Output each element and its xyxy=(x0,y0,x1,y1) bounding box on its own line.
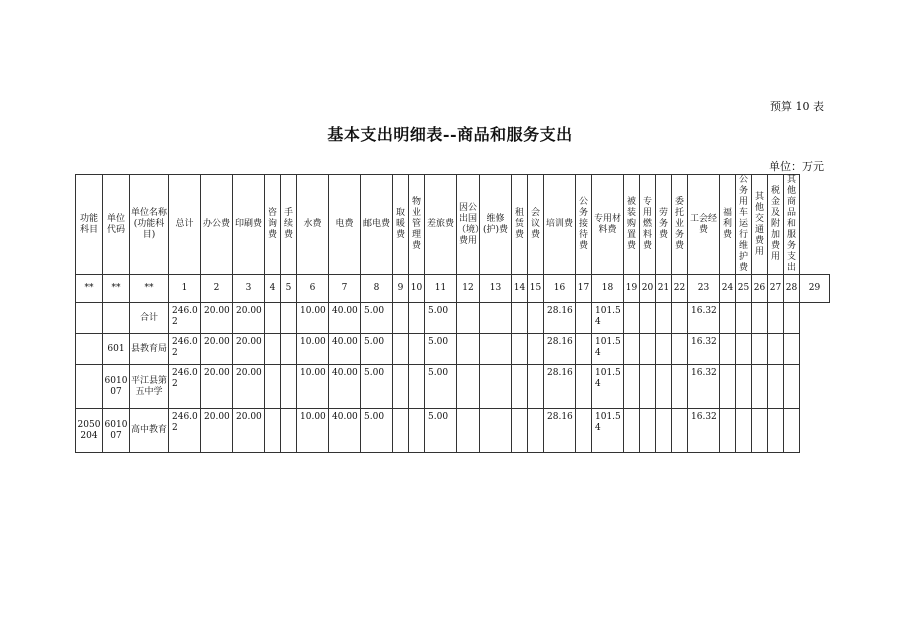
empty-cell xyxy=(720,334,736,365)
cell-code xyxy=(103,303,130,334)
cell-func: 2050204 xyxy=(76,409,103,453)
column-number: 15 xyxy=(528,275,544,303)
empty-cell xyxy=(784,334,800,365)
table-row xyxy=(76,409,830,453)
column-header: 委托业务费 xyxy=(672,175,688,275)
cell-water: 10.00 xyxy=(297,365,329,409)
column-number: 11 xyxy=(425,275,457,303)
column-header: 差旅费 xyxy=(425,175,457,275)
expense-table xyxy=(75,174,830,453)
column-number: 26 xyxy=(752,275,768,303)
column-header: 其他交通费用 xyxy=(752,175,768,275)
cell-office: 20.00 xyxy=(201,409,233,453)
column-number: ** xyxy=(103,275,130,303)
cell-post: 5.00 xyxy=(361,409,393,453)
column-header: 因公出国（境）费用 xyxy=(457,175,480,275)
column-number: 24 xyxy=(720,275,736,303)
empty-cell xyxy=(480,303,512,334)
cell-train: 28.16 xyxy=(544,303,576,334)
cell-water: 10.00 xyxy=(297,334,329,365)
column-header: 被装购置费 xyxy=(624,175,640,275)
empty-cell xyxy=(720,303,736,334)
empty-cell xyxy=(624,365,640,409)
empty-cell xyxy=(656,303,672,334)
empty-cell xyxy=(784,303,800,334)
empty-cell xyxy=(720,409,736,453)
cell-code: 601007 xyxy=(103,409,130,453)
cell-office: 20.00 xyxy=(201,303,233,334)
column-number: 13 xyxy=(480,275,512,303)
empty-cell xyxy=(281,365,297,409)
empty-cell xyxy=(457,334,480,365)
cell-code: 601007 xyxy=(103,365,130,409)
empty-cell xyxy=(393,365,409,409)
empty-cell xyxy=(672,303,688,334)
empty-cell xyxy=(784,409,800,453)
cell-travel: 5.00 xyxy=(425,303,457,334)
unit-label: 单位：万元 xyxy=(769,160,824,173)
cell-travel: 5.00 xyxy=(425,334,457,365)
column-header: 专用燃料费 xyxy=(640,175,656,275)
column-number: 6 xyxy=(297,275,329,303)
column-header: 电费 xyxy=(329,175,361,275)
column-number: 7 xyxy=(329,275,361,303)
column-header: 邮电费 xyxy=(361,175,393,275)
empty-cell xyxy=(576,334,592,365)
empty-cell xyxy=(528,365,544,409)
cell-travel: 5.00 xyxy=(425,409,457,453)
empty-cell xyxy=(736,303,752,334)
cell-print: 20.00 xyxy=(233,303,265,334)
empty-cell xyxy=(265,303,281,334)
column-number: 5 xyxy=(281,275,297,303)
cell-union: 16.32 xyxy=(688,303,720,334)
column-number: 4 xyxy=(265,275,281,303)
empty-cell xyxy=(512,303,528,334)
column-number: ** xyxy=(130,275,169,303)
cell-elec: 40.00 xyxy=(329,334,361,365)
empty-cell xyxy=(281,334,297,365)
cell-total: 246.02 xyxy=(169,334,201,365)
column-header: 福利费 xyxy=(720,175,736,275)
cell-water: 10.00 xyxy=(297,303,329,334)
cell-total: 246.02 xyxy=(169,303,201,334)
cell-material: 101.54 xyxy=(592,334,624,365)
column-header: 公务用车运行维护费 xyxy=(736,175,752,275)
empty-cell xyxy=(576,409,592,453)
column-header: 劳务费 xyxy=(656,175,672,275)
cell-travel: 5.00 xyxy=(425,365,457,409)
column-number: 16 xyxy=(544,275,576,303)
table-row xyxy=(76,365,830,409)
empty-cell xyxy=(265,365,281,409)
empty-cell xyxy=(672,334,688,365)
cell-name: 高中教育 xyxy=(130,409,169,453)
empty-cell xyxy=(656,334,672,365)
empty-cell xyxy=(265,334,281,365)
empty-cell xyxy=(528,334,544,365)
empty-cell xyxy=(528,303,544,334)
empty-cell xyxy=(576,303,592,334)
cell-union: 16.32 xyxy=(688,334,720,365)
empty-cell xyxy=(784,365,800,409)
cell-print: 20.00 xyxy=(233,334,265,365)
header-row xyxy=(76,175,830,275)
empty-cell xyxy=(768,409,784,453)
column-number: 21 xyxy=(656,275,672,303)
empty-cell xyxy=(752,365,768,409)
column-header: 单位代码 xyxy=(103,175,130,275)
empty-cell xyxy=(672,409,688,453)
cell-print: 20.00 xyxy=(233,365,265,409)
empty-cell xyxy=(624,334,640,365)
column-number-row xyxy=(76,275,830,303)
table-row xyxy=(76,334,830,365)
empty-cell xyxy=(736,409,752,453)
cell-elec: 40.00 xyxy=(329,365,361,409)
column-number: 17 xyxy=(576,275,592,303)
cell-total: 246.02 xyxy=(169,365,201,409)
column-header: 维修(护)费 xyxy=(480,175,512,275)
column-header: 培训费 xyxy=(544,175,576,275)
column-number: 19 xyxy=(624,275,640,303)
cell-func xyxy=(76,365,103,409)
empty-cell xyxy=(640,334,656,365)
empty-cell xyxy=(393,334,409,365)
empty-cell xyxy=(480,365,512,409)
cell-name: 合计 xyxy=(130,303,169,334)
empty-cell xyxy=(457,365,480,409)
cell-union: 16.32 xyxy=(688,365,720,409)
column-number: 22 xyxy=(672,275,688,303)
table-row xyxy=(76,303,830,334)
cell-material: 101.54 xyxy=(592,409,624,453)
empty-cell xyxy=(265,409,281,453)
empty-cell xyxy=(624,409,640,453)
cell-office: 20.00 xyxy=(201,334,233,365)
cell-material: 101.54 xyxy=(592,365,624,409)
empty-cell xyxy=(640,303,656,334)
cell-post: 5.00 xyxy=(361,303,393,334)
empty-cell xyxy=(512,365,528,409)
column-header: 印刷费 xyxy=(233,175,265,275)
cell-union: 16.32 xyxy=(688,409,720,453)
column-header: 会议费 xyxy=(528,175,544,275)
cell-elec: 40.00 xyxy=(329,409,361,453)
empty-cell xyxy=(480,409,512,453)
column-number: 25 xyxy=(736,275,752,303)
empty-cell xyxy=(720,365,736,409)
column-number: ** xyxy=(76,275,103,303)
cell-func xyxy=(76,303,103,334)
cell-material: 101.54 xyxy=(592,303,624,334)
page-title: 基本支出明细表--商品和服务支出 xyxy=(327,125,573,144)
empty-cell xyxy=(656,409,672,453)
column-number: 29 xyxy=(800,275,830,303)
empty-cell xyxy=(624,303,640,334)
empty-cell xyxy=(457,303,480,334)
empty-cell xyxy=(736,334,752,365)
cell-elec: 40.00 xyxy=(329,303,361,334)
empty-cell xyxy=(281,303,297,334)
empty-cell xyxy=(640,409,656,453)
column-header: 其他商品和服务支出 xyxy=(784,175,800,275)
empty-cell xyxy=(512,334,528,365)
empty-cell xyxy=(672,365,688,409)
empty-cell xyxy=(480,334,512,365)
empty-cell xyxy=(768,303,784,334)
empty-cell xyxy=(752,334,768,365)
empty-cell xyxy=(656,365,672,409)
cell-post: 5.00 xyxy=(361,365,393,409)
cell-name: 平江县第五中学 xyxy=(130,365,169,409)
column-header: 咨询费 xyxy=(265,175,281,275)
column-number: 8 xyxy=(361,275,393,303)
cell-total: 246.02 xyxy=(169,409,201,453)
form-number: 预算 10 表 xyxy=(770,100,824,113)
column-header: 公务接待费 xyxy=(576,175,592,275)
column-number: 14 xyxy=(512,275,528,303)
column-header: 水费 xyxy=(297,175,329,275)
empty-cell xyxy=(528,409,544,453)
column-header: 总计 xyxy=(169,175,201,275)
column-number: 12 xyxy=(457,275,480,303)
cell-code: 601 xyxy=(103,334,130,365)
empty-cell xyxy=(576,365,592,409)
empty-cell xyxy=(768,365,784,409)
empty-cell xyxy=(752,409,768,453)
column-header: 功能科目 xyxy=(76,175,103,275)
column-header: 专用材料费 xyxy=(592,175,624,275)
column-header: 工会经费 xyxy=(688,175,720,275)
cell-office: 20.00 xyxy=(201,365,233,409)
column-header: 租赁费 xyxy=(512,175,528,275)
cell-train: 28.16 xyxy=(544,334,576,365)
column-number: 1 xyxy=(169,275,201,303)
cell-water: 10.00 xyxy=(297,409,329,453)
cell-post: 5.00 xyxy=(361,334,393,365)
empty-cell xyxy=(393,409,409,453)
column-number: 9 xyxy=(393,275,409,303)
empty-cell xyxy=(457,409,480,453)
column-number: 10 xyxy=(409,275,425,303)
empty-cell xyxy=(393,303,409,334)
column-number: 23 xyxy=(688,275,720,303)
column-header: 办公费 xyxy=(201,175,233,275)
empty-cell xyxy=(281,409,297,453)
empty-cell xyxy=(752,303,768,334)
cell-train: 28.16 xyxy=(544,409,576,453)
column-header: 手续费 xyxy=(281,175,297,275)
column-number: 28 xyxy=(784,275,800,303)
column-header: 税金及附加费用 xyxy=(768,175,784,275)
column-number: 27 xyxy=(768,275,784,303)
column-header: 物业管理费 xyxy=(409,175,425,275)
empty-cell xyxy=(409,365,425,409)
empty-cell xyxy=(409,303,425,334)
empty-cell xyxy=(640,365,656,409)
column-header: 单位名称(功能科目) xyxy=(130,175,169,275)
empty-cell xyxy=(736,365,752,409)
column-number: 18 xyxy=(592,275,624,303)
cell-print: 20.00 xyxy=(233,409,265,453)
empty-cell xyxy=(512,409,528,453)
cell-train: 28.16 xyxy=(544,365,576,409)
empty-cell xyxy=(409,334,425,365)
column-header: 取暖费 xyxy=(393,175,409,275)
cell-name: 县教育局 xyxy=(130,334,169,365)
column-number: 2 xyxy=(201,275,233,303)
column-number: 3 xyxy=(233,275,265,303)
cell-func xyxy=(76,334,103,365)
empty-cell xyxy=(409,409,425,453)
column-number: 20 xyxy=(640,275,656,303)
empty-cell xyxy=(768,334,784,365)
